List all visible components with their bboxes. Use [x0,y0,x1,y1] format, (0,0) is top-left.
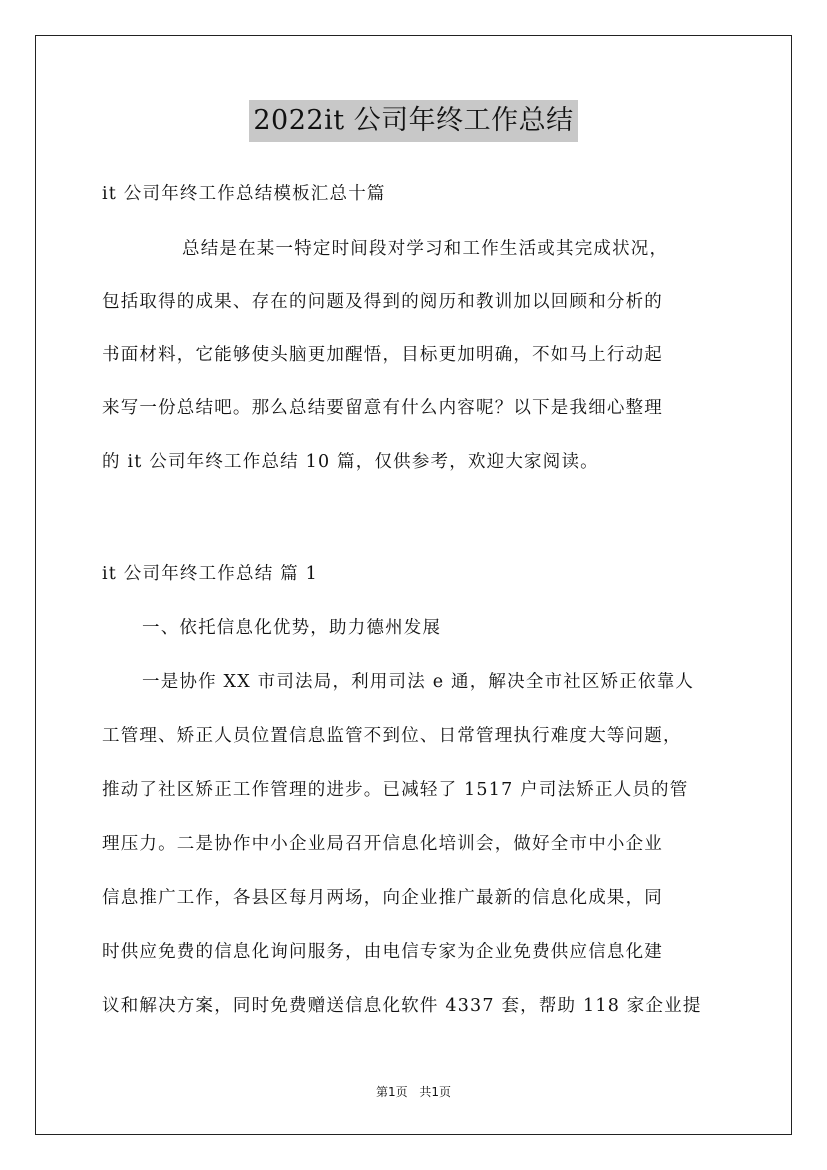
intro-line: 书面材料，它能够使头脑更加醒悟，目标更加明确，不如马上行动起 [102,345,663,365]
intro-line: 包括取得的成果、存在的问题及得到的阅历和教训加以回顾和分析的 [102,292,663,312]
intro-line: 总结是在某一特定时间段对学习和工作生活或其完成状况， [182,239,669,259]
body-line: 工管理、矫正人员位置信息监管不到位、日常管理执行难度大等问题， [102,726,682,746]
body-line: 议和解决方案，同时免费赠送信息化软件 4337 套，帮助 118 家企业提 [102,996,702,1016]
body-line: 一是协作 XX 市司法局，利用司法 e 通，解决全市社区矫正依靠人 [142,672,695,692]
page-number: 第1页 [375,1085,408,1099]
section-heading: it 公司年终工作总结 篇 1 [102,564,318,584]
point-heading: 一、依托信息化优势，助力德州发展 [142,618,442,638]
page-total: 共1页 [419,1085,452,1099]
body-line: 信息推广工作，各县区每月两场，向企业推广最新的信息化成果，同 [102,888,663,908]
title-area [0,100,827,142]
intro-line: 的 it 公司年终工作总结 10 篇，仅供参考，欢迎大家阅读。 [102,452,599,472]
intro-line: 来写一份总结吧。那么总结要留意有什么内容呢？以下是我细心整理 [102,398,663,418]
body-line: 推动了社区矫正工作管理的进步。已减轻了 1517 户司法矫正人员的管 [102,780,689,800]
body-line: 理压力。二是协作中小企业局召开信息化培训会，做好全市中小企业 [102,834,663,854]
subtitle: it 公司年终工作总结模板汇总十篇 [102,184,386,204]
body-line: 时供应免费的信息化询问服务，由电信专家为企业免费供应信息化建 [102,942,663,962]
document-title: 2022it 公司年终工作总结 [249,100,577,142]
page-footer [0,1083,827,1100]
